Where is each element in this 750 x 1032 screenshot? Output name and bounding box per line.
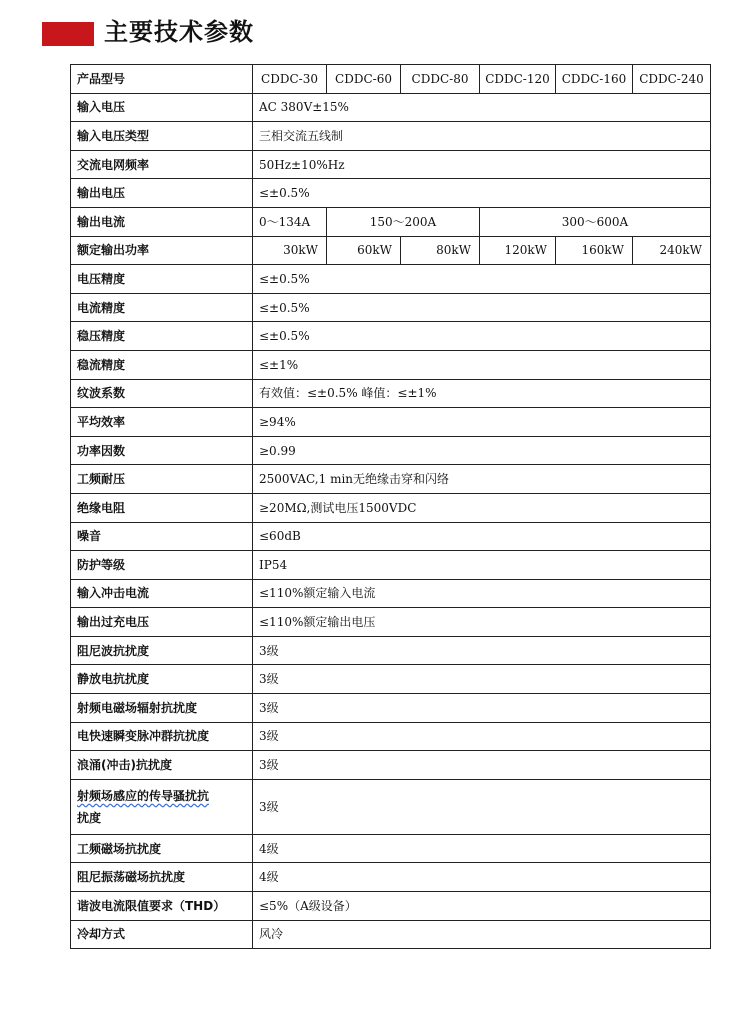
- param-value: ≥94%: [253, 408, 711, 437]
- param-label: 功率因数: [71, 436, 253, 465]
- table-row-model: [71, 65, 711, 94]
- power-cell: 240kW: [633, 236, 711, 265]
- table-row: [71, 920, 711, 949]
- param-label: 工频磁场抗扰度: [71, 834, 253, 863]
- param-label: 电快速瞬变脉冲群抗扰度: [71, 722, 253, 751]
- model-cell: CDDC-80: [401, 65, 480, 94]
- param-label: 产品型号: [71, 65, 253, 94]
- model-cell: CDDC-30: [253, 65, 327, 94]
- table-row: [71, 834, 711, 863]
- title-accent-bar: [42, 22, 94, 46]
- model-cell: CDDC-160: [556, 65, 633, 94]
- table-row: [71, 350, 711, 379]
- table-row: [71, 694, 711, 723]
- param-label: 工频耐压: [71, 465, 253, 494]
- param-label: 绝缘电阻: [71, 493, 253, 522]
- table-row: [71, 150, 711, 179]
- param-label: 输入电压: [71, 93, 253, 122]
- param-label: 额定输出功率: [71, 236, 253, 265]
- table-row: [71, 322, 711, 351]
- param-value: 3级: [253, 722, 711, 751]
- param-value: ≥20MΩ,测试电压1500VDC: [253, 493, 711, 522]
- param-value: 3级: [253, 665, 711, 694]
- param-value: 有效值：≤±0.5% 峰值：≤±1%: [253, 379, 711, 408]
- param-label: 纹波系数: [71, 379, 253, 408]
- table-row: [71, 293, 711, 322]
- power-cell: 60kW: [327, 236, 401, 265]
- param-label: 输出电压: [71, 179, 253, 208]
- param-value: 3级: [253, 694, 711, 723]
- param-value: IP54: [253, 551, 711, 580]
- table-row: [71, 665, 711, 694]
- param-label: 输出电流: [71, 207, 253, 236]
- current-range-cell: 300～600A: [480, 207, 711, 236]
- table-row: [71, 493, 711, 522]
- param-value: ≤±1%: [253, 350, 711, 379]
- table-row-rated-power: [71, 236, 711, 265]
- current-range-cell: 0～134A: [253, 207, 327, 236]
- power-cell: 160kW: [556, 236, 633, 265]
- model-cell: CDDC-60: [327, 65, 401, 94]
- param-value: ≤±0.5%: [253, 293, 711, 322]
- param-label: [71, 779, 253, 834]
- param-label: 防护等级: [71, 551, 253, 580]
- table-row: [71, 379, 711, 408]
- table-row: [71, 465, 711, 494]
- table-row: [71, 579, 711, 608]
- param-value: ≥0.99: [253, 436, 711, 465]
- param-label-line: 射频场感应的传导骚扰抗: [77, 788, 210, 803]
- param-value: 3级: [253, 751, 711, 780]
- param-label: 输出过充电压: [71, 608, 253, 637]
- param-label: 阻尼波抗扰度: [71, 636, 253, 665]
- table-row-output-current: [71, 207, 711, 236]
- param-value: ≤110%额定输出电压: [253, 608, 711, 637]
- power-cell: 80kW: [401, 236, 480, 265]
- current-range-cell: 150～200A: [327, 207, 480, 236]
- table-row: [71, 522, 711, 551]
- param-label: 浪涌(冲击)抗扰度: [71, 751, 253, 780]
- param-value: ≤±0.5%: [253, 322, 711, 351]
- param-value: ≤5%（A级设备）: [253, 892, 711, 921]
- table-row: [71, 892, 711, 921]
- param-label: 稳流精度: [71, 350, 253, 379]
- param-label: 平均效率: [71, 408, 253, 437]
- table-row: [71, 265, 711, 294]
- param-label-line: 扰度: [77, 810, 102, 825]
- param-value: ≤110%额定输入电流: [253, 579, 711, 608]
- param-label: 输入冲击电流: [71, 579, 253, 608]
- param-value: ≤±0.5%: [253, 265, 711, 294]
- table-row: [71, 551, 711, 580]
- table-row: [71, 636, 711, 665]
- param-label: 静放电抗扰度: [71, 665, 253, 694]
- param-label: 谐波电流限值要求（THD）: [71, 892, 253, 921]
- param-label: 射频电磁场辐射抗扰度: [71, 694, 253, 723]
- table-row: [71, 179, 711, 208]
- table-row: [71, 608, 711, 637]
- param-value: 2500VAC,1 min无绝缘击穿和闪络: [253, 465, 711, 494]
- table-row: [71, 122, 711, 151]
- param-label: 交流电网频率: [71, 150, 253, 179]
- param-label: 阻尼振荡磁场抗扰度: [71, 863, 253, 892]
- param-value: 三相交流五线制: [253, 122, 711, 151]
- table-row: [71, 751, 711, 780]
- power-cell: 120kW: [480, 236, 556, 265]
- param-label: 噪音: [71, 522, 253, 551]
- param-value: AC 380V±15%: [253, 93, 711, 122]
- spec-table: [70, 64, 711, 949]
- param-value: 3级: [253, 636, 711, 665]
- param-value: ≤60dB: [253, 522, 711, 551]
- page-title: 主要技术参数: [104, 18, 254, 46]
- model-cell: CDDC-240: [633, 65, 711, 94]
- param-value: ≤±0.5%: [253, 179, 711, 208]
- model-cell: CDDC-120: [480, 65, 556, 94]
- table-row-rf-conducted: [71, 779, 711, 834]
- table-row: [71, 408, 711, 437]
- param-label: 电流精度: [71, 293, 253, 322]
- param-value: 4级: [253, 863, 711, 892]
- table-row: [71, 93, 711, 122]
- table-row: [71, 436, 711, 465]
- power-cell: 30kW: [253, 236, 327, 265]
- param-label: 输入电压类型: [71, 122, 253, 151]
- param-value: 50Hz±10%Hz: [253, 150, 711, 179]
- param-value: 4级: [253, 834, 711, 863]
- table-row: [71, 863, 711, 892]
- table-row: [71, 722, 711, 751]
- param-label: 稳压精度: [71, 322, 253, 351]
- param-value: 风冷: [253, 920, 711, 949]
- param-value: 3级: [253, 779, 711, 834]
- param-label: 冷却方式: [71, 920, 253, 949]
- param-label: 电压精度: [71, 265, 253, 294]
